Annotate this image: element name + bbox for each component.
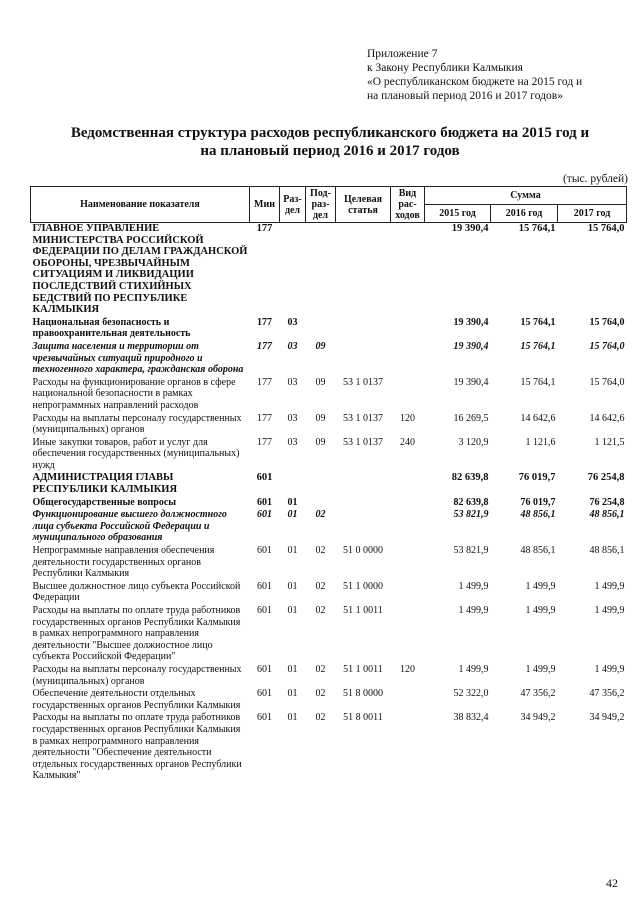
- row-razdel: 03: [287, 412, 298, 424]
- row-2017: 47 356,2: [589, 688, 625, 700]
- row-2015: 3 120,9: [458, 436, 489, 448]
- row-podrazdel: 09: [315, 412, 326, 424]
- appendix-line: к Закону Республики Калмыкия: [367, 62, 523, 74]
- header-name: Наименование показателя: [31, 187, 250, 223]
- row-podrazdel: 02: [315, 712, 326, 724]
- table-body: [31, 223, 627, 783]
- table-row: [31, 317, 627, 341]
- row-min: 601: [257, 509, 272, 521]
- header-2016: 2016 год: [491, 205, 558, 223]
- row-2017: 1 499,9: [594, 663, 625, 675]
- appendix-note: [367, 47, 627, 103]
- row-expense-type: [391, 605, 425, 664]
- row-2016: 34 949,2: [520, 712, 556, 724]
- table-row: [31, 497, 627, 510]
- row-2016: 1 499,9: [525, 605, 556, 616]
- table-row: [31, 413, 627, 437]
- table-header: [31, 187, 627, 223]
- row-razdel: [280, 472, 306, 496]
- row-min: 177: [257, 316, 272, 328]
- row-podrazdel: 02: [315, 605, 326, 616]
- row-expense-type: [391, 377, 425, 413]
- header-podrazdel: Под-раз-дел: [306, 187, 336, 223]
- row-target-code: 51 8 0011: [343, 712, 383, 724]
- row-razdel: 01: [287, 509, 298, 521]
- row-target-code: [336, 509, 391, 545]
- row-razdel: 03: [287, 316, 298, 328]
- row-2017: 48 856,1: [589, 509, 625, 521]
- header-2017: 2017 год: [558, 205, 627, 223]
- table-row: [31, 688, 627, 712]
- table-row: [31, 472, 627, 496]
- row-razdel: 03: [287, 340, 298, 352]
- row-2015: 53 821,9: [453, 545, 489, 557]
- row-target-code: 53 1 0137: [343, 376, 383, 388]
- row-min: 177: [256, 223, 273, 234]
- row-2016: 15 764,1: [520, 376, 556, 388]
- table-row: [31, 664, 627, 688]
- table-row: [31, 581, 627, 605]
- row-name: Расходы на выплаты персоналу государственных (муниципальных) органов: [32, 412, 242, 436]
- row-podrazdel: 09: [315, 376, 326, 388]
- row-min: 177: [257, 436, 272, 448]
- row-2017: 1 499,9: [594, 605, 625, 616]
- row-2016: 48 856,1: [520, 509, 556, 521]
- row-expense-type: [391, 317, 425, 341]
- row-expense-type: [391, 223, 425, 317]
- title-line-1: Ведомственная структура расходов республиканского бюджета на 2015 год и: [70, 125, 590, 141]
- row-expense-type: [391, 509, 425, 545]
- table-row: [31, 377, 627, 413]
- header-target: Целевая статья: [336, 187, 391, 223]
- row-min: 601: [256, 472, 273, 484]
- table-row: [31, 605, 627, 664]
- row-target-code: 51 0 0000: [343, 545, 383, 557]
- row-expense-type: 120: [400, 412, 415, 424]
- table-row: [31, 712, 627, 783]
- row-2015: 19 390,4: [453, 340, 489, 352]
- header-razdel: Раз-дел: [280, 187, 306, 223]
- row-podrazdel: 09: [315, 340, 326, 352]
- row-razdel: 01: [287, 496, 298, 508]
- row-razdel: 03: [287, 376, 298, 388]
- row-2017: 34 949,2: [589, 712, 625, 724]
- row-2017: 76 254,8: [587, 472, 625, 484]
- row-podrazdel: [306, 223, 336, 317]
- row-2015: 52 322,0: [453, 688, 489, 700]
- row-podrazdel: 02: [315, 545, 326, 557]
- row-2015: 82 639,8: [451, 472, 489, 484]
- row-min: 601: [257, 663, 272, 675]
- row-2017: 15 764,0: [587, 223, 625, 234]
- row-2017: 76 254,8: [589, 496, 625, 508]
- row-2015: 38 832,4: [453, 712, 489, 724]
- row-razdel: 01: [287, 605, 298, 616]
- header-sum: Сумма: [425, 187, 627, 205]
- row-name: Национальная безопасность и правоохранительная деятельность: [32, 316, 191, 340]
- row-2017: 48 856,1: [589, 545, 625, 557]
- row-expense-type: 240: [400, 436, 415, 448]
- row-min: 601: [257, 496, 272, 508]
- row-podrazdel: 09: [315, 436, 326, 448]
- row-target-code: [336, 341, 391, 377]
- row-target-code: [336, 472, 391, 496]
- header-2015: 2015 год: [425, 205, 491, 223]
- row-2017: 1 121,5: [594, 436, 625, 448]
- row-name: Защита населения и территории от чрезвычайных ситуаций природного и техногенного характера, гражданская оборона: [32, 340, 244, 376]
- row-2015: 1 499,9: [458, 605, 489, 616]
- row-2016: 76 019,7: [520, 496, 556, 508]
- row-min: 177: [257, 376, 272, 388]
- row-2017: 15 764,0: [589, 340, 625, 352]
- row-min: 177: [257, 340, 272, 352]
- row-target-code: [336, 317, 391, 341]
- row-expense-type: [391, 341, 425, 377]
- row-podrazdel: [306, 472, 336, 496]
- row-name: Функционирование высшего должностного лица субъекта Российской Федерации и муниципального образования: [32, 509, 227, 544]
- header-vid: Вид рас-ходов: [391, 187, 425, 223]
- row-2015: 1 499,9: [458, 580, 489, 592]
- row-target-code: 53 1 0137: [343, 436, 383, 448]
- row-2016: 1 499,9: [525, 663, 556, 675]
- row-2016: 15 764,1: [520, 316, 556, 328]
- row-name: Расходы на выплаты персоналу государственных (муниципальных) органов: [32, 663, 242, 687]
- row-razdel: 03: [287, 436, 298, 448]
- row-name: Высшее должностное лицо субъекта Российской Федерации: [32, 580, 241, 604]
- page-number: 42: [606, 876, 618, 890]
- row-2017: 1 499,9: [594, 580, 625, 592]
- row-2016: 15 764,1: [520, 340, 556, 352]
- row-2016: 1 121,6: [525, 436, 556, 448]
- row-min: 177: [257, 412, 272, 424]
- row-podrazdel: 02: [315, 688, 326, 700]
- row-name: Расходы на выплаты по оплате труда работников государственных органов Республики Калмыкия в рамках непрограммного направления деятельности "Обеспечение деятельности отдельных государственных органов Республики Калмыкия": [32, 712, 242, 782]
- row-target-code: 51 1 0000: [343, 580, 383, 592]
- row-expense-type: [391, 712, 425, 783]
- table-row: [31, 341, 627, 377]
- row-podrazdel: 02: [315, 509, 326, 521]
- row-2015: 16 269,5: [453, 412, 489, 424]
- document-title: [30, 124, 630, 160]
- table-row: [31, 545, 627, 581]
- row-name: Расходы на функционирование органов в сфере национальной безопасности в рамках непрограммных направлений расходов: [32, 376, 236, 411]
- row-2015: 53 821,9: [453, 509, 489, 521]
- row-target-code: 53 1 0137: [343, 412, 383, 424]
- table-row: [31, 223, 627, 317]
- row-2016: 1 499,9: [525, 580, 556, 592]
- row-razdel: 01: [287, 545, 298, 557]
- row-2016: 14 642,6: [520, 412, 556, 424]
- row-razdel: 01: [287, 688, 298, 700]
- row-name: Непрограммные направления обеспечения деятельности государственных органов Республики Калмыкия: [32, 545, 215, 580]
- row-2017: 14 642,6: [589, 412, 625, 424]
- row-expense-type: 120: [400, 663, 415, 675]
- row-2016: 76 019,7: [518, 472, 556, 484]
- row-target-code: 51 1 0011: [343, 663, 383, 675]
- units-label: (тыс. рублей): [562, 173, 628, 185]
- row-target-code: 51 8 0000: [343, 688, 383, 700]
- row-name: Обеспечение деятельности отдельных государственных органов Республики Калмыкия: [32, 688, 241, 711]
- row-podrazdel: [306, 497, 336, 510]
- row-2015: 1 499,9: [458, 663, 489, 675]
- row-min: 601: [257, 605, 272, 616]
- appendix-line: на плановый период 2016 и 2017 годов»: [367, 90, 563, 102]
- row-2016: 47 356,2: [520, 688, 556, 700]
- row-min: 601: [257, 688, 272, 700]
- row-expense-type: [391, 581, 425, 605]
- header-min: Мин: [250, 187, 280, 223]
- appendix-line: Приложение 7: [367, 48, 438, 60]
- row-name: АДМИНИСТРАЦИЯ ГЛАВЫ РЕСПУБЛИКИ КАЛМЫКИЯ: [32, 472, 178, 496]
- table-row: [31, 437, 627, 473]
- row-name: Расходы на выплаты по оплате труда работников государственных органов Республики Калмыкия в рамках непрограммного направления деятельности "Высшее должностное лицо субъекта Российской Федерации": [32, 605, 241, 663]
- row-name: ГЛАВНОЕ УПРАВЛЕНИЕ МИНИСТЕРСТВА РОССИЙСКОЙ ФЕДЕРАЦИИ ПО ДЕЛАМ ГРАЖДАНСКОЙ ОБОРОНЫ, ЧРЕЗВЫЧАЙНЫМ СИТУАЦИЯМ И ЛИКВИДАЦИИ ПОСЛЕДСТВИЙ СТИХИЙНЫХ БЕДСТВИЙ ПО РЕСПУБЛИКЕ КАЛМЫКИЯ: [32, 223, 248, 316]
- row-2015: 19 390,4: [453, 376, 489, 388]
- row-2016: 15 764,1: [518, 223, 556, 234]
- row-razdel: 01: [287, 663, 298, 675]
- row-expense-type: [391, 497, 425, 510]
- row-min: 601: [257, 712, 272, 724]
- row-name: Иные закупки товаров, работ и услуг для обеспечения государственных (муниципальных) нужд: [32, 436, 240, 471]
- row-podrazdel: 02: [315, 663, 326, 675]
- row-expense-type: [391, 472, 425, 496]
- row-name: Общегосударственные вопросы: [32, 496, 177, 508]
- row-podrazdel: 02: [315, 580, 326, 592]
- row-min: 601: [257, 580, 272, 592]
- row-target-code: 51 1 0011: [343, 605, 383, 616]
- row-expense-type: [391, 545, 425, 581]
- row-2015: 19 390,4: [451, 223, 489, 234]
- row-target-code: [336, 223, 391, 317]
- row-min: 601: [257, 545, 272, 557]
- table-row: [31, 509, 627, 545]
- row-razdel: 01: [287, 580, 298, 592]
- expenditure-table: [30, 186, 627, 783]
- row-expense-type: [391, 688, 425, 712]
- appendix-line: «О республиканском бюджете на 2015 год и: [367, 76, 583, 88]
- row-target-code: [336, 497, 391, 510]
- row-2017: 15 764,0: [589, 316, 625, 328]
- row-razdel: 01: [287, 712, 298, 724]
- row-razdel: [280, 223, 306, 317]
- row-2015: 19 390,4: [453, 316, 489, 328]
- row-2015: 82 639,8: [453, 496, 489, 508]
- row-2017: 15 764,0: [589, 376, 625, 388]
- row-podrazdel: [306, 317, 336, 341]
- title-line-2: на плановый период 2016 и 2017 годов: [200, 143, 460, 159]
- row-2016: 48 856,1: [520, 545, 556, 557]
